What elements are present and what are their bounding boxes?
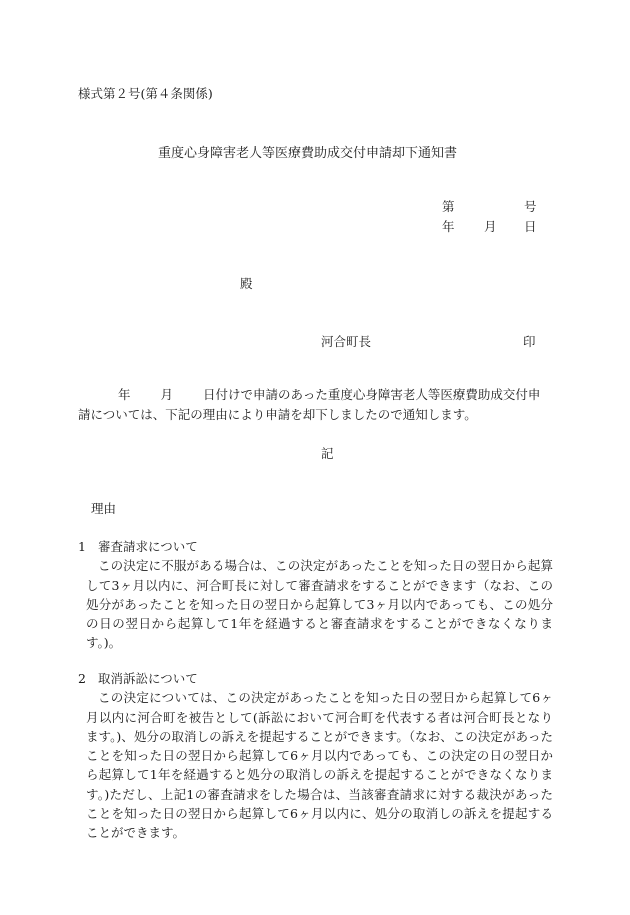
document-title: 重度心身障害老人等医療費助成交付申請却下通知書 [158,146,458,161]
form-number: 様式第２号(第４条関係) [78,86,213,101]
intro-paragraph [78,385,548,425]
reason-label: 理由 [91,501,117,516]
document-number-suffix: 号 [524,199,537,214]
date-month-label: 月 [484,219,497,234]
seal-mark: 印 [523,334,536,349]
section-title: 審査請求について [98,539,198,554]
date-year-label: 年 [442,219,455,234]
section-appeal [78,537,553,653]
section-heading [78,537,553,556]
intro-year-label: 年 [118,387,131,402]
ki-label: 記 [321,446,334,461]
section-number: 1 [78,539,86,554]
section-body: この決定に不服がある場合は、この決定があったことを知った日の翌日から起算して3ヶ月以内に、河合町長に対して審査請求をすることができます（なお、この処分があったことを知った日の翌日から起算して3ヶ月以内であっても、この処分の日の翌日から起算して1年を経過すると審査請求をすることができなくなります。)。 [86,558,553,651]
section-body: この決定については、この決定があったことを知った日の翌日から起算して6ヶ月以内に河合町を被告として(訴訟において河合町を代表する者は河合町長となります。)、処分の取消しの訴えを提起することができます。（なお、この決定があったことを知った日の翌日から起算して6ヶ月以内であっても、この決定の日の翌日から起算して1年を経過すると処分の取消しの訴えを提起することができなくなります。)ただし、上記1の審査請求をした場合は、当該審査請求に対する裁決があったことを知った日の翌日から起算して6ヶ月以内に、処分の取消しの訴えを提起することができます。 [86,690,553,841]
sender-name: 河合町長 [321,334,372,349]
intro-text: 日付けで申請のあった重度心身障害老人等医療費助成交付申請については、下記の理由により申請を却下しましたので通知します。 [78,387,541,422]
date-day-label: 日 [524,219,537,234]
section-lawsuit [78,669,553,843]
section-number: 2 [78,671,86,686]
section-title: 取消訴訟について [98,671,198,686]
document-number-row [442,197,538,215]
addressee-suffix: 殿 [240,276,253,291]
document-number-prefix: 第 [442,199,455,214]
intro-month-label: 月 [160,387,174,402]
section-heading [78,669,553,688]
